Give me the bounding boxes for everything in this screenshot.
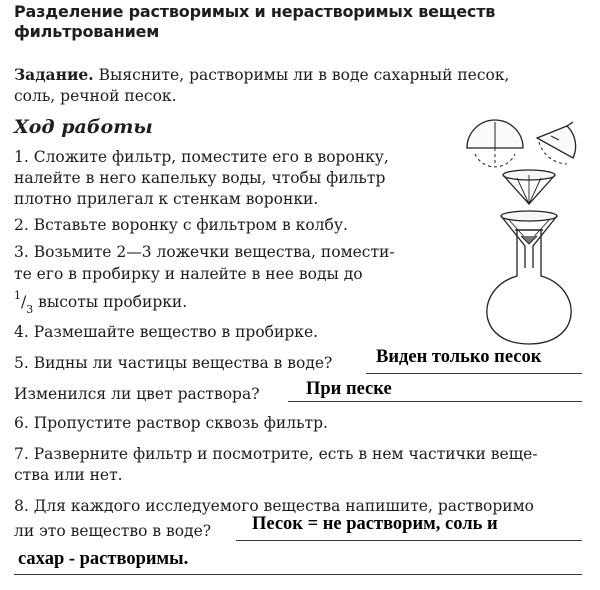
step-7-line-2: ства или нет. xyxy=(14,466,123,484)
answer-5-line xyxy=(366,373,582,374)
step-3-line-1: 3. Возьмите 2—3 ложечки вещества, помести- xyxy=(14,243,395,261)
filter-funnel-flask-illustration xyxy=(455,118,595,348)
title-line-2: фильтрованием xyxy=(14,22,160,41)
step-3-end: высоты пробирки. xyxy=(33,293,188,312)
fraction-numerator: 1 xyxy=(14,289,21,302)
flask-icon xyxy=(487,230,571,344)
quarter-filter-icon xyxy=(537,126,576,158)
task-label: Задание. xyxy=(14,65,94,84)
answer-8-line-2: сахар - растворимы. xyxy=(18,549,189,569)
step-5-b: Изменился ли цвет раствора? xyxy=(14,385,260,403)
task-line-1 xyxy=(14,66,509,84)
answer-5b-line xyxy=(288,401,582,402)
answer-5b: При песке xyxy=(306,379,392,399)
answer-8-line-1: Песок = не растворим, соль и xyxy=(252,514,498,534)
step-8-line-1: 8. Для каждого исследуемого вещества напишите, растворимо xyxy=(14,497,534,515)
funnel-icon xyxy=(501,211,557,221)
step-1-line-3: плотно прилегал к стенкам воронки. xyxy=(14,190,319,208)
answer-8-line-2-rule xyxy=(14,574,582,575)
step-3-line-3: $^1/_3$ высоты пробирки. xyxy=(14,289,188,317)
step-1-line-2: налейте в него капельку воды, чтобы фильтр xyxy=(14,169,386,187)
step-2: 2. Вставьте воронку с фильтром в колбу. xyxy=(14,216,348,234)
title-line-1: Разделение растворимых и нерастворимых веществ xyxy=(14,2,496,21)
step-3-line-2: те его в пробирку и налейте в нее воды до xyxy=(14,265,363,283)
fraction-denominator: 3 xyxy=(26,303,34,317)
answer-8-line-1-rule xyxy=(236,540,582,541)
step-5: 5. Видны ли частицы вещества в воде? xyxy=(14,354,333,372)
answer-5: Виден только песок xyxy=(376,347,542,367)
step-1-line-1: 1. Сложите фильтр, поместите его в воронку, xyxy=(14,148,389,166)
step-6: 6. Пропустите раствор сквозь фильтр. xyxy=(14,414,328,432)
step-7-line-1: 7. Разверните фильтр и посмотрите, есть в нем частички веще- xyxy=(14,445,538,463)
step-8-line-2: ли это вещество в воде? xyxy=(14,522,212,540)
page-title xyxy=(14,2,495,42)
task-text-1: Выясните, растворимы ли в воде сахарный песок, xyxy=(93,66,510,84)
task-line-2: соль, речной песок. xyxy=(14,87,177,105)
step-4: 4. Размешайте вещество в пробирке. xyxy=(14,323,319,341)
section-heading: Ход работы xyxy=(14,116,153,138)
